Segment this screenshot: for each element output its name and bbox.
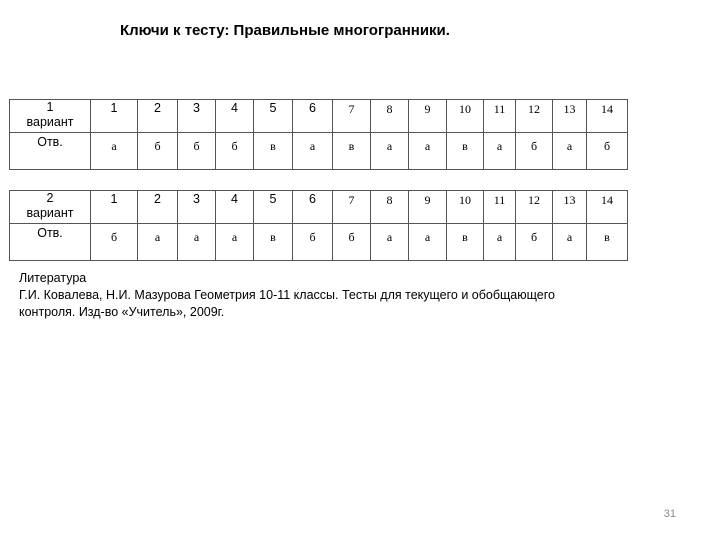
page-number: 31 (663, 508, 676, 520)
answer-cell: а (484, 224, 516, 261)
answer-cell: а (216, 224, 254, 261)
answer-cell: в (447, 133, 484, 170)
question-number-cell: 6 (293, 191, 333, 224)
answer-row (10, 133, 628, 170)
answer-cell: б (587, 133, 628, 170)
answer-cell: а (91, 133, 138, 170)
question-number-row (10, 100, 628, 133)
variant-number: 1 (46, 100, 54, 114)
answer-cell: в (254, 224, 293, 261)
answer-cell: б (293, 224, 333, 261)
literature-citation-line-1: Г.И. Ковалева, Н.И. Мазурова Геометрия 10-11 классы. Тесты для текущего и обобщающего (19, 288, 555, 302)
question-number-cell: 5 (254, 100, 293, 133)
answer-cell: а (553, 133, 587, 170)
answer-key-table-variant-1 (9, 99, 628, 170)
answer-cell: в (254, 133, 293, 170)
question-number-cell: 12 (516, 191, 553, 224)
answer-cell: а (371, 224, 409, 261)
answer-cell: в (587, 224, 628, 261)
question-number-cell: 7 (333, 100, 371, 133)
answer-key-table-variant-2 (9, 190, 628, 261)
answer-cell: б (516, 224, 553, 261)
question-number-cell: 11 (484, 191, 516, 224)
answer-cell: а (293, 133, 333, 170)
question-number-cell: 14 (587, 100, 628, 133)
question-number-cell: 9 (409, 191, 447, 224)
answer-cell: б (178, 133, 216, 170)
variant-label-cell (10, 100, 91, 133)
question-number-cell: 5 (254, 191, 293, 224)
answer-cell: а (409, 133, 447, 170)
answer-cell: а (371, 133, 409, 170)
answer-cell: б (216, 133, 254, 170)
question-number-cell: 1 (91, 100, 138, 133)
literature-block (19, 270, 555, 321)
question-number-cell: 10 (447, 100, 484, 133)
question-number-cell: 4 (216, 191, 254, 224)
question-number-cell: 9 (409, 100, 447, 133)
answer-cell: а (484, 133, 516, 170)
answer-row (10, 224, 628, 261)
answer-cell: в (333, 133, 371, 170)
answer-cell: а (178, 224, 216, 261)
question-number-cell: 3 (178, 100, 216, 133)
question-number-cell: 11 (484, 100, 516, 133)
question-number-cell: 3 (178, 191, 216, 224)
question-number-cell: 7 (333, 191, 371, 224)
question-number-cell: 10 (447, 191, 484, 224)
answer-cell: б (91, 224, 138, 261)
question-number-cell: 6 (293, 100, 333, 133)
question-number-cell: 8 (371, 100, 409, 133)
answer-cell: а (138, 224, 178, 261)
variant-word: вариант (26, 115, 74, 129)
literature-citation-line-2: контроля. Изд-во «Учитель», 2009г. (19, 305, 225, 319)
question-number-cell: 14 (587, 191, 628, 224)
variant-word: вариант (26, 206, 74, 220)
answer-cell: б (333, 224, 371, 261)
answer-cell: в (447, 224, 484, 261)
question-number-cell: 1 (91, 191, 138, 224)
literature-heading: Литература (19, 271, 87, 285)
answer-cell: б (516, 133, 553, 170)
answer-cell: а (409, 224, 447, 261)
question-number-cell: 13 (553, 191, 587, 224)
page-title: Ключи к тесту: Правильные многогранники. (120, 22, 450, 39)
variant-label-cell (10, 191, 91, 224)
variant-number: 2 (46, 191, 54, 205)
question-number-row (10, 191, 628, 224)
question-number-cell: 2 (138, 191, 178, 224)
answer-cell: б (138, 133, 178, 170)
answer-row-label: Отв. (10, 133, 91, 170)
question-number-cell: 2 (138, 100, 178, 133)
answer-cell: а (553, 224, 587, 261)
question-number-cell: 8 (371, 191, 409, 224)
question-number-cell: 12 (516, 100, 553, 133)
question-number-cell: 13 (553, 100, 587, 133)
answer-row-label: Отв. (10, 224, 91, 261)
question-number-cell: 4 (216, 100, 254, 133)
